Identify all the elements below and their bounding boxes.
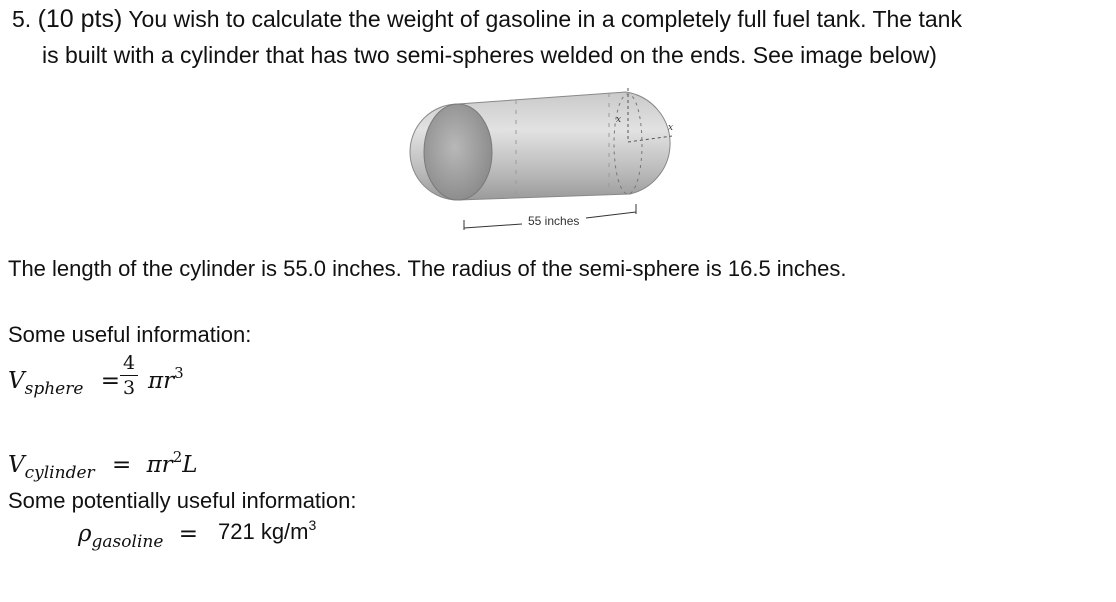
gasoline-density-value: [218, 519, 316, 545]
fuel-tank-figure: [404, 82, 694, 242]
sphere-pi-r: πr: [148, 368, 175, 394]
radius-label-x-2: x: [668, 123, 674, 133]
cylinder-volume-formula: [8, 448, 198, 483]
radius-label-x-1: x: [616, 115, 622, 125]
density-value-text: 721 kg/m: [218, 519, 309, 544]
sphere-rhs: [148, 364, 184, 394]
density-subscript: gasoline: [91, 532, 164, 552]
potentially-useful-info-heading: Some potentially useful information:: [8, 488, 357, 513]
problem-statement-line-1: [12, 4, 962, 34]
density-equals: =: [178, 521, 198, 547]
density-exponent: 3: [308, 517, 317, 533]
given-dimensions-sentence: The length of the cylinder is 55.0 inches. The radius of the semi-sphere is 16.5 inches.: [8, 256, 847, 281]
sphere-equals: =: [100, 368, 121, 394]
dimension-line-right: [586, 212, 636, 218]
sphere-exponent: 3: [174, 364, 184, 382]
cylinder-pi-r: πr: [146, 452, 173, 478]
dimension-line-left: [464, 224, 522, 228]
sphere-v: V: [8, 368, 25, 394]
problem-statement-line-2: is built with a cylinder that has two semi-spheres welded on the ends. See image below): [42, 42, 937, 68]
cylinder-subscript: cylinder: [24, 463, 95, 483]
points-label: (10 pts): [37, 5, 123, 33]
problem-text-1: You wish to calculate the weight of gasoline in a completely full fuel tank. The tank: [128, 6, 962, 32]
fraction-numerator: 4: [122, 352, 136, 374]
left-end-cap: [424, 104, 492, 200]
sphere-subscript: sphere: [24, 379, 84, 399]
cylinder-length-symbol: L: [182, 452, 198, 478]
four-thirds-fraction: [120, 352, 138, 399]
sphere-volume-formula: [8, 368, 121, 399]
problem-number: 5.: [12, 6, 32, 32]
useful-info-heading: Some useful information:: [8, 322, 252, 347]
gasoline-density-symbol: [78, 521, 198, 552]
cylinder-exponent: 2: [172, 448, 183, 466]
rho-symbol: ρ: [78, 521, 92, 547]
fraction-bar: [120, 375, 138, 376]
cylinder-equals: =: [111, 452, 132, 478]
fraction-denominator: 3: [122, 377, 136, 399]
dimension-label: 55 inches: [528, 214, 580, 228]
cylinder-v: V: [8, 452, 25, 478]
